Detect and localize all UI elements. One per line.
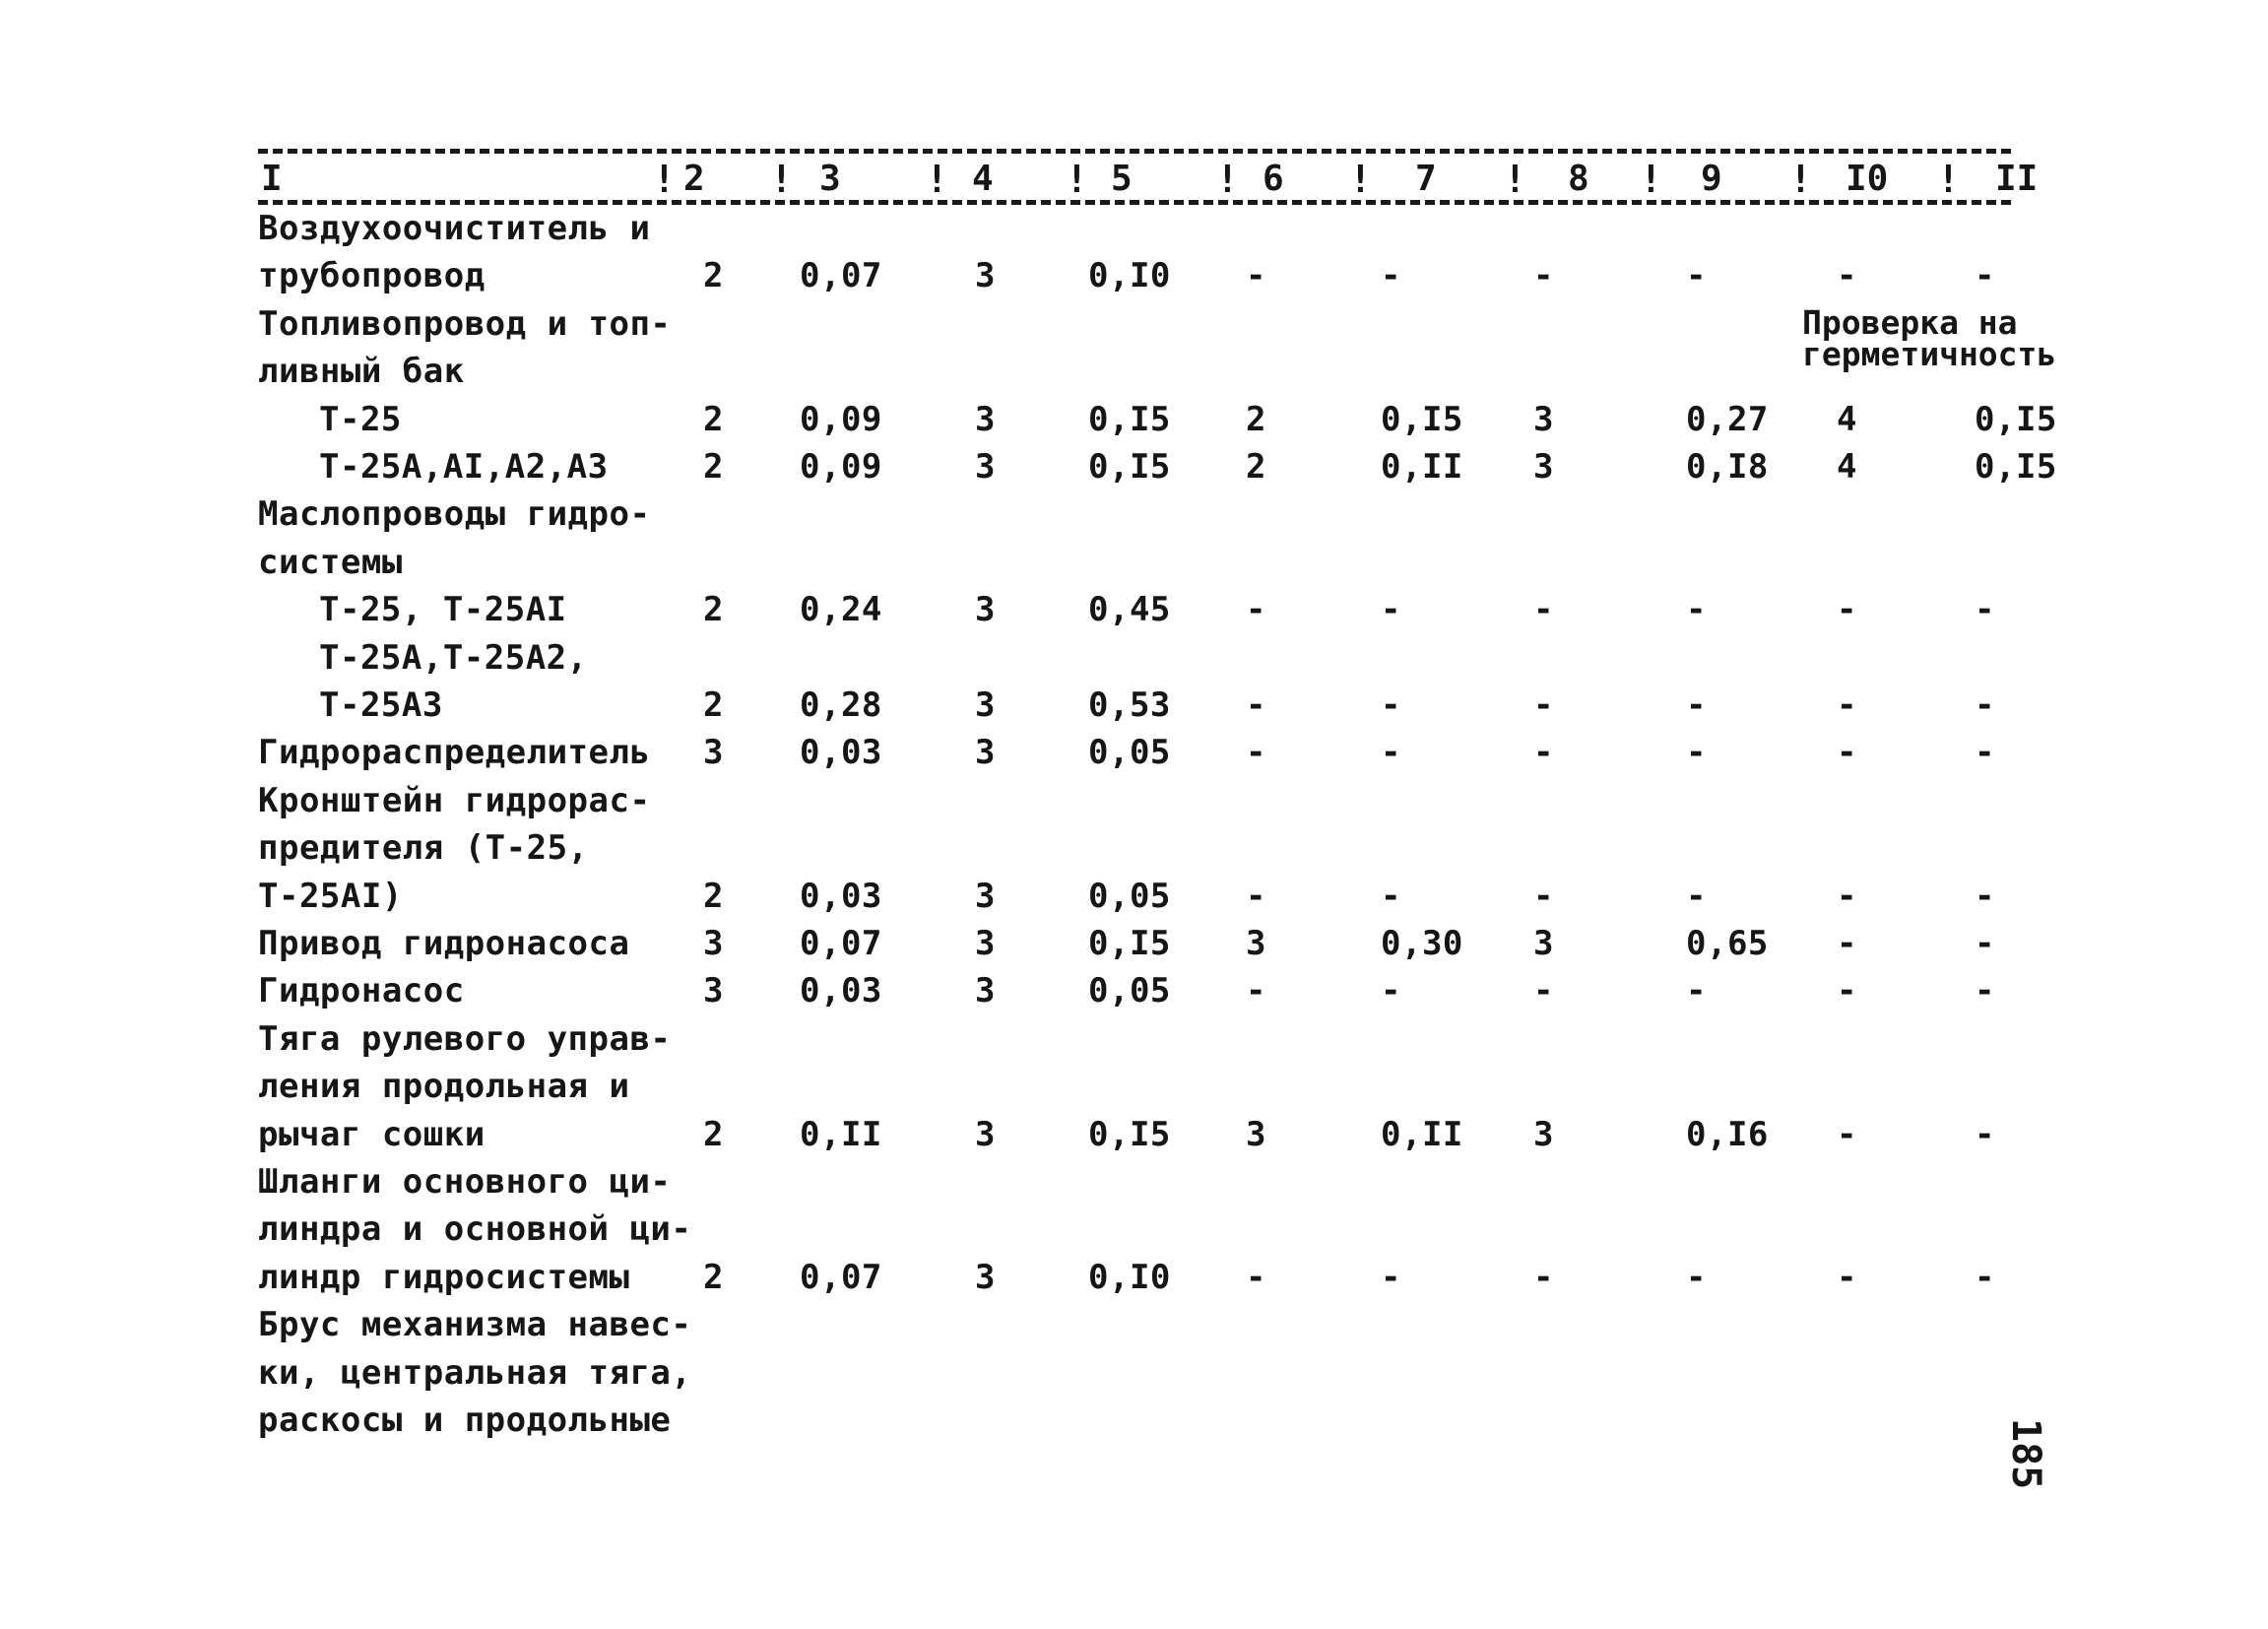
cell-c5: 0,I5: [1088, 924, 1171, 963]
header-col-9: 9: [1701, 159, 1722, 199]
cell-c3: 0,03: [800, 971, 882, 1011]
cell-c3: 0,09: [800, 399, 882, 439]
row-label: линдра и основной ци-: [258, 1209, 692, 1250]
cell-c9: 0,I6: [1686, 1114, 1769, 1154]
cell-c8: 3: [1533, 1114, 1554, 1154]
cell-c3: 0,09: [800, 447, 882, 487]
cell-c4: 3: [975, 447, 996, 487]
cell-c9: -: [1686, 685, 1707, 725]
row-label: Гидрораспределитель: [258, 733, 651, 773]
cell-c8: -: [1533, 876, 1554, 916]
cell-c8: -: [1533, 971, 1554, 1011]
header-col-4: 4: [972, 159, 994, 199]
row-label: ливный бак: [258, 352, 465, 392]
header-separator: !: [1504, 158, 1526, 201]
cell-c10: -: [1837, 924, 1857, 963]
cell-c4: 3: [975, 1114, 996, 1154]
header-separator: !: [1216, 158, 1239, 201]
cell-c8: 3: [1533, 924, 1554, 963]
cell-c11: -: [1975, 256, 1995, 296]
cell-c4: 3: [975, 876, 996, 916]
cell-c6: -: [1246, 876, 1266, 916]
cell-c2: 3: [703, 971, 724, 1011]
note-line-2: герметичность: [1802, 335, 2057, 373]
cell-c11: -: [1975, 1257, 1995, 1297]
header-col-8: 8: [1568, 159, 1589, 199]
header-col-2: 2: [683, 159, 705, 199]
table-top-rule: [258, 149, 2011, 154]
cell-c2: 2: [703, 256, 724, 296]
cell-c5: 0,I5: [1088, 447, 1171, 487]
cell-c2: 2: [703, 1257, 724, 1297]
row-label: предителя (Т-25,: [258, 828, 589, 869]
cell-c8: -: [1533, 1257, 1554, 1297]
row-label: трубопровод: [258, 256, 486, 296]
cell-c7: -: [1381, 971, 1401, 1011]
cell-c6: -: [1246, 971, 1266, 1011]
cell-c3: 0,03: [800, 733, 882, 773]
cell-c6: -: [1246, 1257, 1266, 1297]
row-label: Шланги основного ци-: [258, 1162, 672, 1202]
cell-c4: 3: [975, 924, 996, 963]
cell-c11: -: [1975, 1114, 1995, 1154]
cell-c7: -: [1381, 876, 1401, 916]
cell-c9: 0,I8: [1686, 447, 1769, 487]
cell-c9: -: [1686, 1257, 1707, 1297]
header-separator: !: [770, 158, 793, 201]
header-col-10: I0: [1846, 159, 1889, 199]
header-col-7: 7: [1415, 159, 1437, 199]
row-label: Брус механизма навес-: [258, 1305, 692, 1345]
cell-c11: -: [1975, 590, 1995, 630]
cell-c4: 3: [975, 590, 996, 630]
cell-c10: -: [1837, 256, 1857, 296]
row-label: Т-25А3: [319, 685, 443, 725]
cell-c3: 0,II: [800, 1114, 882, 1154]
row-label: Т-25: [319, 399, 402, 439]
cell-c6: 2: [1246, 399, 1266, 439]
row-label: Т-25АI): [258, 876, 403, 916]
cell-c11: 0,I5: [1975, 399, 2057, 439]
cell-c6: 2: [1246, 447, 1266, 487]
cell-c6: -: [1246, 256, 1266, 296]
row-label: рычаг сошки: [258, 1114, 486, 1154]
row-label: Гидронасос: [258, 971, 465, 1011]
cell-c7: -: [1381, 590, 1401, 630]
row-label: системы: [258, 542, 403, 582]
cell-c9: -: [1686, 876, 1707, 916]
cell-c5: 0,05: [1088, 733, 1171, 773]
row-label: Кронштейн гидрорас-: [258, 780, 651, 820]
cell-c9: -: [1686, 733, 1707, 773]
cell-c2: 2: [703, 1114, 724, 1154]
row-label: Воздухоочиститель и: [258, 209, 651, 248]
cell-c6: -: [1246, 590, 1266, 630]
header-col-5: 5: [1111, 159, 1133, 199]
cell-c11: 0,I5: [1975, 447, 2057, 487]
header-col-3: 3: [819, 159, 841, 199]
header-separator: !: [1789, 158, 1812, 201]
cell-c9: 0,65: [1686, 924, 1769, 963]
cell-c3: 0,07: [800, 1257, 882, 1297]
cell-c9: -: [1686, 256, 1707, 296]
header-separator: !: [1937, 158, 1960, 201]
cell-c5: 0,I5: [1088, 399, 1171, 439]
header-separator: !: [1640, 158, 1662, 201]
cell-c5: 0,05: [1088, 971, 1171, 1011]
cell-c3: 0,07: [800, 924, 882, 963]
row-label: Т-25А,АI,А2,А3: [319, 447, 609, 487]
cell-c2: 2: [703, 685, 724, 725]
cell-c10: -: [1837, 876, 1857, 916]
header-col-6: 6: [1263, 159, 1284, 199]
cell-c10: -: [1837, 733, 1857, 773]
cell-c3: 0,03: [800, 876, 882, 916]
cell-c10: -: [1837, 971, 1857, 1011]
cell-c10: -: [1837, 590, 1857, 630]
cell-c8: -: [1533, 590, 1554, 630]
cell-c4: 3: [975, 685, 996, 725]
cell-c2: 2: [703, 590, 724, 630]
cell-c11: -: [1975, 971, 1995, 1011]
cell-c2: 3: [703, 924, 724, 963]
row-label: ки, центральная тяга,: [258, 1352, 692, 1393]
cell-c7: 0,30: [1381, 924, 1463, 963]
cell-c8: -: [1533, 733, 1554, 773]
header-col-11: II: [1995, 159, 2039, 199]
cell-c10: 4: [1837, 447, 1857, 487]
row-label: Т-25, Т-25АI: [319, 590, 567, 630]
cell-c5: 0,05: [1088, 876, 1171, 916]
cell-c6: -: [1246, 733, 1266, 773]
cell-c2: 3: [703, 733, 724, 773]
cell-c7: -: [1381, 685, 1401, 725]
cell-c5: 0,I0: [1088, 1257, 1171, 1297]
cell-c7: 0,I5: [1381, 399, 1463, 439]
cell-c5: 0,53: [1088, 685, 1171, 725]
header-separator: !: [1066, 158, 1088, 201]
cell-c7: -: [1381, 733, 1401, 773]
header-col-1: I: [261, 159, 283, 199]
cell-c10: -: [1837, 1257, 1857, 1297]
cell-c5: 0,I5: [1088, 1114, 1171, 1154]
row-label: ления продольная и: [258, 1067, 630, 1107]
cell-c4: 3: [975, 733, 996, 773]
cell-c3: 0,07: [800, 256, 882, 296]
cell-c10: 4: [1837, 399, 1857, 439]
page-number: 185: [2003, 1418, 2048, 1490]
cell-c2: 2: [703, 447, 724, 487]
cell-c8: -: [1533, 256, 1554, 296]
cell-c11: -: [1975, 733, 1995, 773]
row-label: Топливопровод и топ-: [258, 303, 672, 344]
note-line-1: Проверка на: [1802, 303, 2018, 342]
cell-c2: 2: [703, 876, 724, 916]
row-label: раскосы и продольные: [258, 1401, 672, 1440]
cell-c6: 3: [1246, 1114, 1266, 1154]
table-header-rule: [258, 200, 2011, 205]
cell-c7: -: [1381, 1257, 1401, 1297]
cell-c6: 3: [1246, 924, 1266, 963]
header-separator: !: [1349, 158, 1372, 201]
cell-c11: -: [1975, 685, 1995, 725]
row-label: Т-25А,Т-25А2,: [319, 637, 588, 678]
cell-c2: 2: [703, 399, 724, 439]
cell-c11: -: [1975, 876, 1995, 916]
cell-c10: -: [1837, 685, 1857, 725]
cell-c9: -: [1686, 590, 1707, 630]
cell-c3: 0,28: [800, 685, 882, 725]
cell-c8: 3: [1533, 447, 1554, 487]
header-separator: !: [926, 158, 948, 201]
cell-c5: 0,I0: [1088, 256, 1171, 296]
header-separator: !: [653, 158, 676, 201]
cell-c4: 3: [975, 256, 996, 296]
cell-c7: 0,II: [1381, 447, 1463, 487]
cell-c3: 0,24: [800, 590, 882, 630]
row-label: Тяга рулевого управ-: [258, 1018, 672, 1059]
cell-c4: 3: [975, 399, 996, 439]
cell-c8: 3: [1533, 399, 1554, 439]
cell-c7: -: [1381, 256, 1401, 296]
cell-c6: -: [1246, 685, 1266, 725]
cell-c5: 0,45: [1088, 590, 1171, 630]
cell-c9: 0,27: [1686, 399, 1769, 439]
row-label: линдр гидросистемы: [258, 1257, 630, 1297]
cell-c7: 0,II: [1381, 1114, 1463, 1154]
cell-c11: -: [1975, 924, 1995, 963]
cell-c10: -: [1837, 1114, 1857, 1154]
cell-c8: -: [1533, 685, 1554, 725]
row-label: Привод гидронасоса: [258, 924, 630, 963]
cell-c4: 3: [975, 1257, 996, 1297]
cell-c9: -: [1686, 971, 1707, 1011]
cell-c4: 3: [975, 971, 996, 1011]
row-label: Маслопроводы гидро-: [258, 494, 651, 535]
